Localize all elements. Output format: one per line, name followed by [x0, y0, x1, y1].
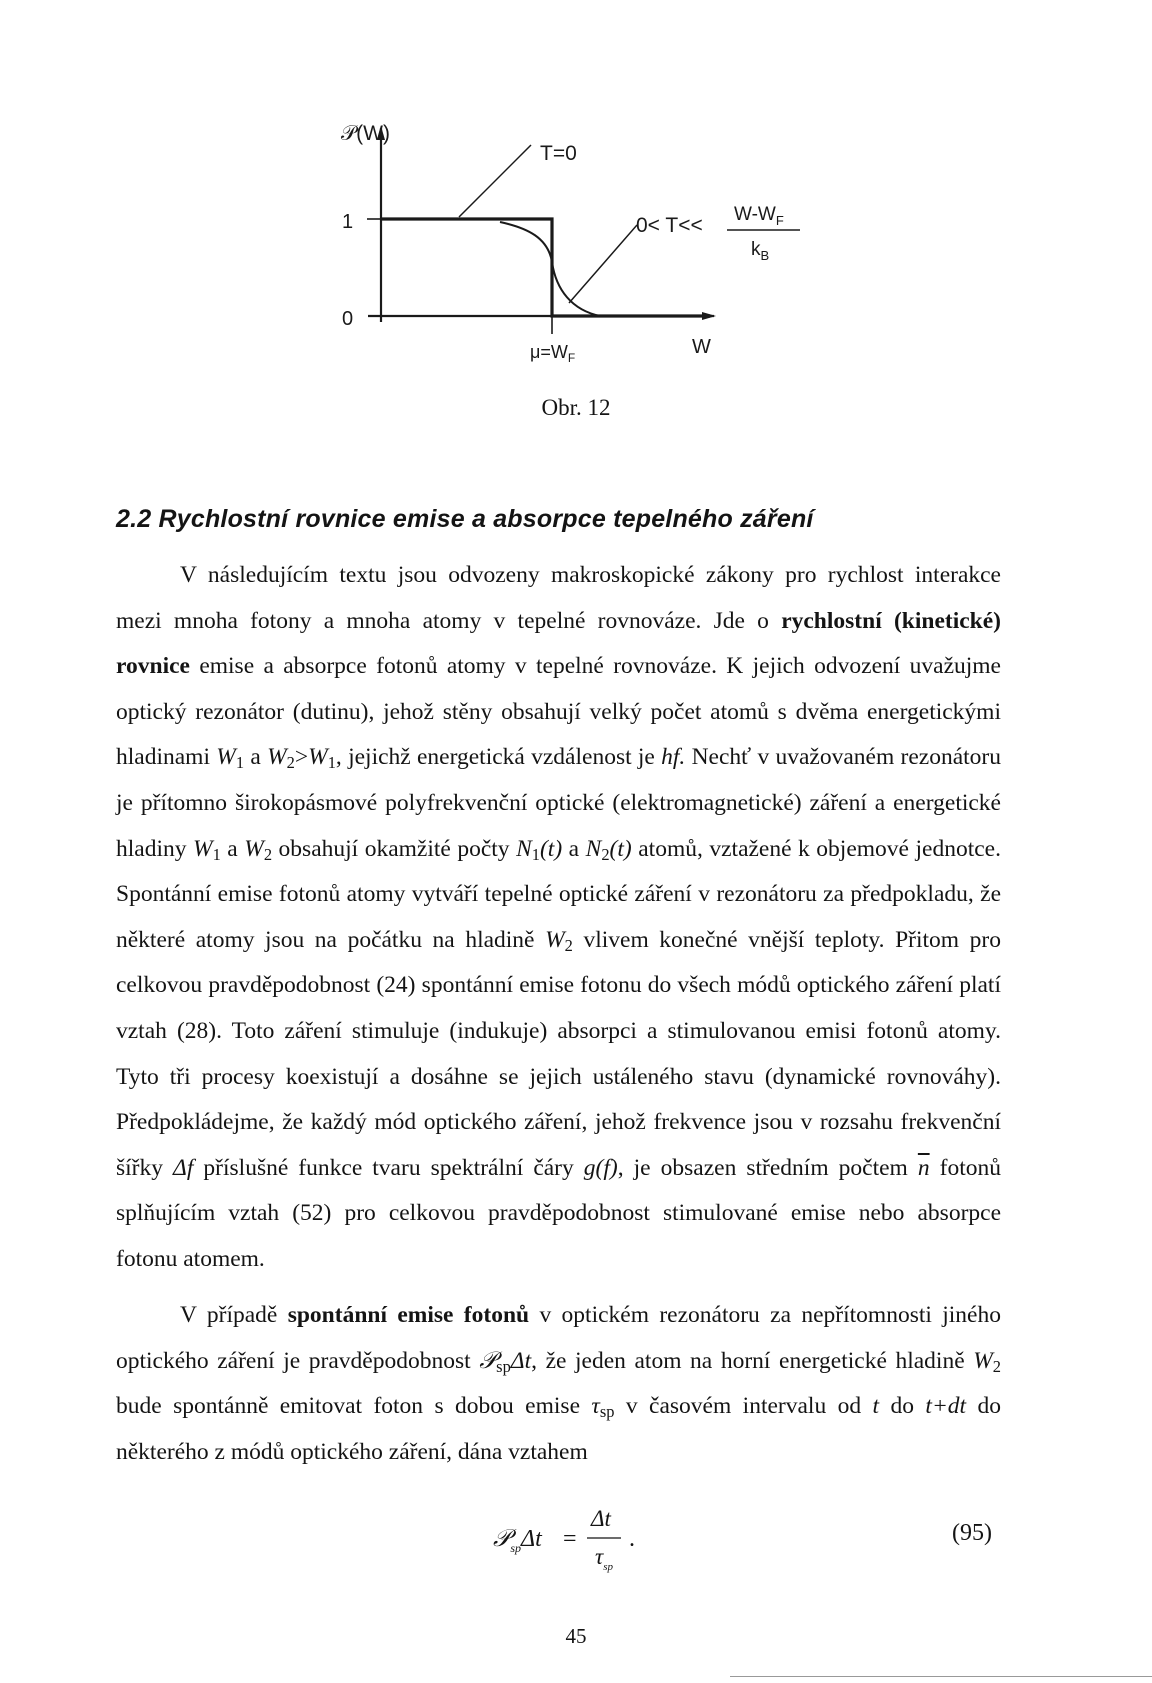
label-t0: T=0 [540, 142, 577, 165]
equation-graphic [493, 1506, 643, 1578]
svg-text:=: = [563, 1526, 577, 1552]
svg-text:τsp: $\tau_{sp}$ [595, 1544, 614, 1573]
footer-rule [730, 1676, 1152, 1677]
fraction-denominator: $k_B$ [751, 239, 770, 263]
figure-caption: Obr. 12 [541, 395, 611, 420]
svg-text:.: . [629, 1526, 635, 1552]
paragraph-1: V následujícím textu jsou odvozeny makroskopické zákony pro rychlost interakce mezi mnoha fotony a mnoha atomy v tepelné rovnováze. Jde o rychlostní (kinetické) rovnice emise a absorpce fotonů atomy v tepelné rovnováze. K jejich odvození uvažujme optický rezonátor (dutinu), jehož stěny obsahují velký počet atomů s dvěma energetickými hladinami $W_1$ a $W_2>W_1$, jejichž energetická vzdálenost je hf. Nechť v uvažovaném rezonátoru je přítomno širokopásmové polyfrekvenční optické (elektromagnetické) záření a energetické hladiny $W_1$ a $W_2$ obsahují okamžité počty $N_1(t)$ a $N_2(t)$ atomů, vztažené k objemové jednotce. Spontánní emise fotonů atomy vytváří tepelné optické záření v rezonátoru za předpokladu, že některé atomy jsou na počátku na hladině $W_2$ vlivem konečné vnější teploty. Přitom pro celkovou pravděpodobnost (24) spontánní emise fotonu do všech módů optického záření platí vztah (28). Toto záření stimuluje (indukuje) absorpci a stimulovanou emisi fotonů atomy. Tyto tři procesy koexistují a dosáhne se jejich ustáleného stavu (dynamické rovnováhy). Předpokládejme, že každý mód optického záření, jehož frekvence jsou v rozsahu frekvenční šířky Δf příslušné funkce tvaru spektrální čáry g(f), je obsazen středním počtem $\overline{n}$ fotonů splňujícím vztah (52) pro celkovou pravděpodobnost stimulované emise nebo absorpce fotonu atomem. [116, 562, 1002, 1272]
fermi-dirac-figure [0, 0, 1152, 440]
pointer-t0 [459, 145, 531, 217]
label-t-condition: 0< T<< [636, 214, 703, 237]
smooth-curve-finite-t [500, 222, 600, 316]
x-marker-label: $\mu=W_F$ [530, 342, 576, 365]
fraction-numerator: $W-W_F$ [734, 204, 784, 228]
pointer-finite-t [569, 225, 637, 303]
tick-one-label: 1 [342, 211, 354, 233]
y-axis-label: 𝒫(W) [341, 122, 390, 145]
equation-95 [493, 1506, 643, 1585]
equation-number: (95) [952, 1520, 992, 1546]
x-axis-label: W [692, 336, 711, 358]
svg-text:𝒫spΔt: 𝒫$_{sp}$Δt [493, 1526, 542, 1555]
tick-zero-label: 0 [342, 308, 354, 330]
page-number: 45 [565, 1624, 587, 1648]
section-heading: 2.2 Rychlostní rovnice emise a absorpce tepelného záření [116, 505, 814, 533]
paragraph-2: V případě spontánní emise fotonů v optickém rezonátoru za nepřítomnosti jiného optického záření je pravděpodobnost 𝒫$_{sp}$Δt, že jeden atom na horní energetické hladině $W_2$ bude spontánně emitovat foton s dobou emise $\tau_{sp}$ v časovém intervalu od t do t+dt do některého z módů optického záření, dána vztahem [116, 1302, 1002, 1465]
svg-text:Δt: Δt [591, 1506, 611, 1531]
